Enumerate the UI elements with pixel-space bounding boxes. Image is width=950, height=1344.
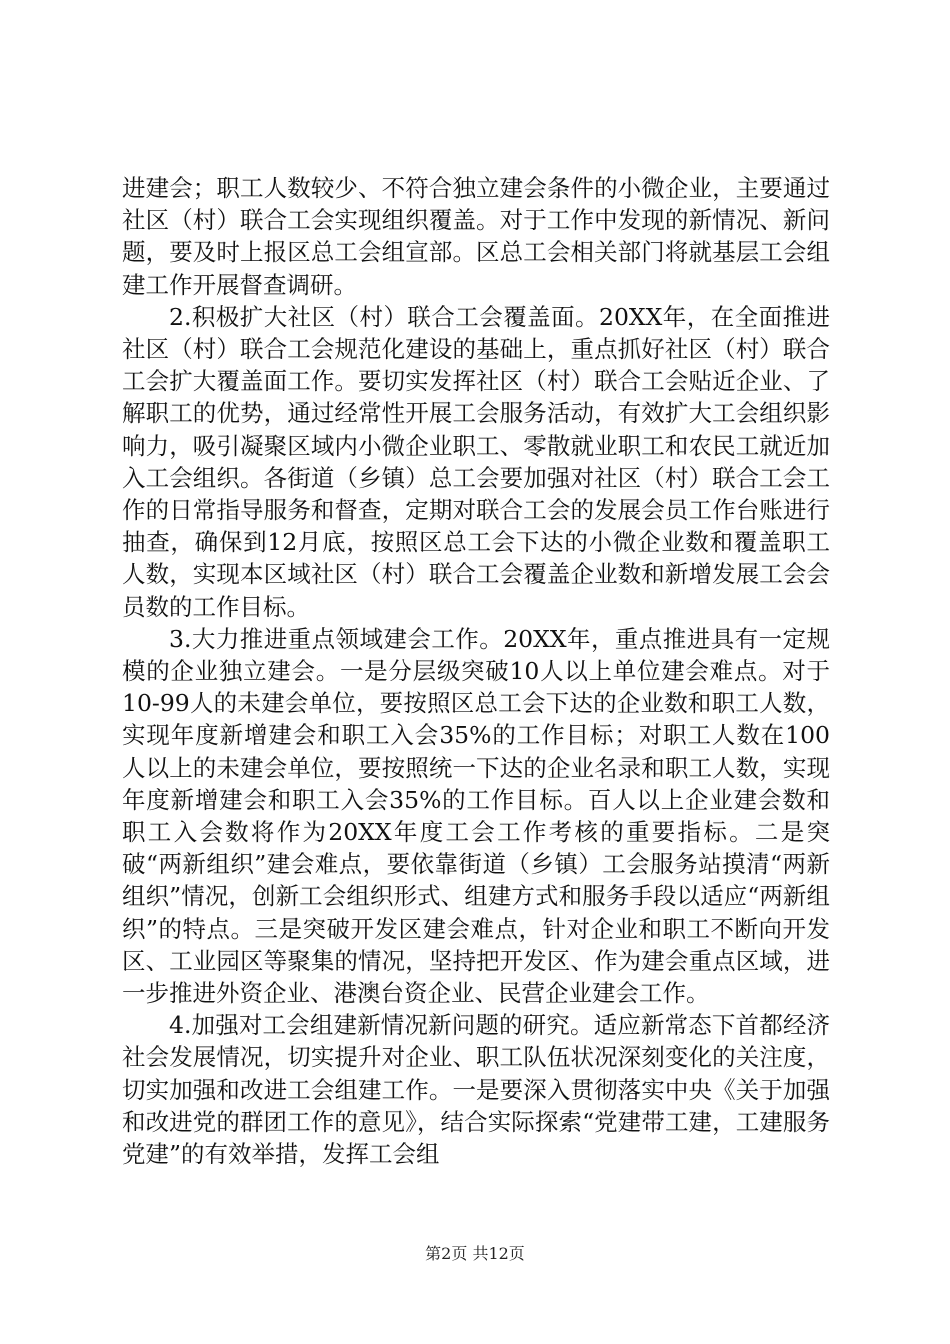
paragraph-item-2: 2.积极扩大社区（村）联合工会覆盖面。20XX年，在全面推进社区（村）联合工会规范化建设的基础上，重点抓好社区（村）联合工会扩大覆盖面工作。要切实发挥社区（村）联合工会贴近企业、了解职工的优势，通过经常性开展工会服务活动，有效扩大工会组织影响力，吸引凝聚区域内小微企业职工、零散就业职工和农民工就近加入工会组织。各街道（乡镇）总工会要加强对社区（村）联合工会工作的日常指导服务和督查，定期对联合工会的发展会员工作台账进行抽查，确保到12月底，按照区总工会下达的小微企业数和覆盖职工人数，实现本区域社区（村）联合工会覆盖企业数和新增发展工会会员数的工作目标。 [122, 302, 830, 621]
document-body [122, 172, 830, 1170]
paragraph-item-4: 4.加强对工会组建新情况新问题的研究。适应新常态下首都经济社会发展情况，切实提升对企业、职工队伍状况深刻变化的关注度，切实加强和改进工会组建工作。一是要深入贯彻落实中央《关于加强和改进党的群团工作的意见》，结合实际探索“党建带工建，工建服务党建”的有效举措，发挥工会组 [122, 1011, 830, 1169]
page-number-footer: 第2页 共12页 [425, 1244, 525, 1263]
paragraph-item-3: 3.大力推进重点领域建会工作。20XX年，重点推进具有一定规模的企业独立建会。一是分层级突破10人以上单位建会难点。对于10-99人的未建会单位，要按照区总工会下达的企业数和职工人数，实现年度新增建会和职工入会35%的工作目标；对职工人数在100人以上的未建会单位，要按照统一下达的企业名录和职工人数，实现年度新增建会和职工入会35%的工作目标。百人以上企业建会数和职工入会数将作为20XX年度工会工作考核的重要指标。二是突破“两新组织”建会难点，要依靠街道（乡镇）工会服务站摸清“两新组织”情况，创新工会组织形式、组建方式和服务手段以适应“两新组织”的特点。三是突破开发区建会难点，针对企业和职工不断向开发区、工业园区等聚集的情况，坚持把开发区、作为建会重点区域，进一步推进外资企业、港澳台资企业、民营企业建会工作。 [122, 624, 830, 1008]
paragraph-continuation: 进建会；职工人数较少、不符合独立建会条件的小微企业，主要通过社区（村）联合工会实现组织覆盖。对于工作中发现的新情况、新问题，要及时上报区总工会组宣部。区总工会相关部门将就基层工会组建工作开展督查调研。 [122, 174, 830, 299]
